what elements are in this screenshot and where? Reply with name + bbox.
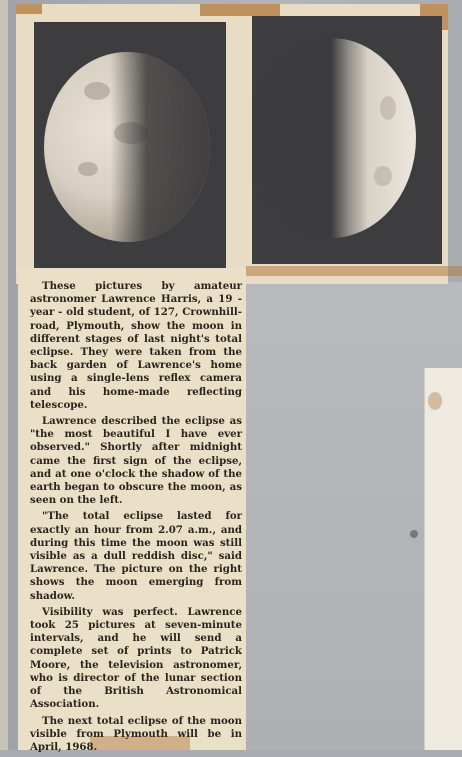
photo-moon-emerging bbox=[252, 16, 442, 264]
paper-stain bbox=[410, 530, 418, 538]
paper-stain bbox=[428, 392, 442, 410]
photo-moon-eclipse bbox=[34, 22, 226, 268]
paragraph-1: These pictures by amateur astronomer Lawrence Harris, a 19 - year - old student, of 127, Crownhill-road, Plymouth, show the moon in different stages of last night's total eclipse. They were taken from the back garden of Lawrence's home using a single-lens reflex camera and his home-made reflecting telescope. bbox=[30, 280, 242, 411]
paragraph-4: Visibility was perfect. Lawrence took 25 pictures at seven-minute intervals, and he will send a complete set of prints to Patrick Moore, the television astronomer, who is director of the lunar section of the British Astronomical Association. bbox=[30, 605, 242, 711]
paper-scrap bbox=[424, 368, 462, 750]
earth-shadow bbox=[44, 52, 210, 242]
moon-crater bbox=[374, 166, 392, 186]
tape-mark bbox=[200, 4, 280, 16]
article-text bbox=[30, 280, 242, 757]
tape-mark bbox=[16, 4, 42, 14]
paragraph-3: "The total eclipse lasted for exactly an hour from 2.07 a.m., and during this time the moon was still visible as a dull reddish disc," said Lawrence. The picture on the right shows the moon emerging from shadow. bbox=[30, 510, 242, 602]
paragraph-5: The next total eclipse of the moon visible from Plymouth will be in April, 1968. bbox=[30, 714, 242, 753]
moon-emerging-icon bbox=[252, 38, 416, 238]
moon-crater bbox=[380, 96, 396, 120]
left-edge-strip bbox=[0, 0, 8, 750]
paragraph-2: Lawrence described the eclipse as "the most beautiful I have ever observed." Shortly after midnight came the first sign of the eclipse, and at one o'clock the shadow of the earth began to obscure the moon, as seen on the left. bbox=[30, 415, 242, 507]
tape-mark bbox=[246, 266, 462, 276]
